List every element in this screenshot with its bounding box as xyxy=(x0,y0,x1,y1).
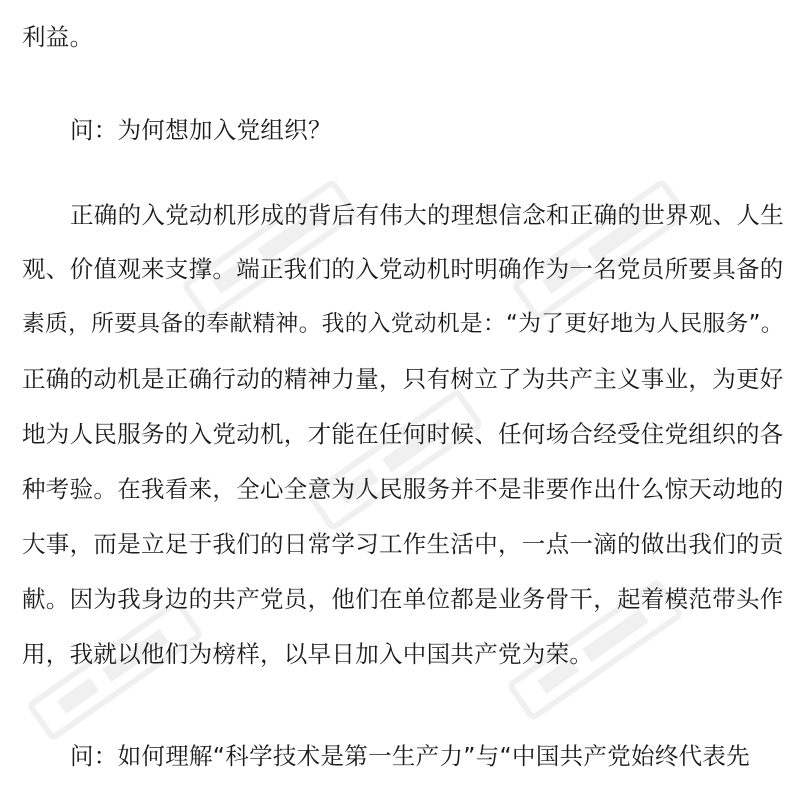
question-heading: 问：为何想加入党组织？ xyxy=(70,116,332,144)
answer-paragraph-line: 大事，而是立足于我们的日常学习工作生活中，一点一滴的做出我们的贡 xyxy=(22,530,784,558)
answer-paragraph-line: 正确的入党动机形成的背后有伟大的理想信念和正确的世界观、人生 xyxy=(70,201,784,229)
answer-paragraph-line: 种考验。在我看来，全心全意为人民服务并不是非要作出什么惊天动地的 xyxy=(22,475,784,503)
answer-paragraph-line: 正确的动机是正确行动的精神力量，只有树立了为共产主义事业，为更好 xyxy=(22,365,784,393)
answer-paragraph-line: 地为人民服务的入党动机，才能在任何时候、任何场合经受住党组织的各 xyxy=(22,420,784,448)
question-heading: 问：如何理解“科学技术是第一生产力”与“中国共产党始终代表先 xyxy=(70,742,751,770)
paragraph-tail: 利益。 xyxy=(22,23,94,51)
answer-paragraph-line: 献。因为我身边的共产党员，他们在单位都是业务骨干，起着模范带头作 xyxy=(22,585,784,613)
answer-paragraph-line: 用，我就以他们为榜样，以早日加入中国共产党为荣。 xyxy=(22,640,594,668)
answer-paragraph-line: 观、价值观来支撑。端正我们的入党动机时明确作为一名党员所要具备的 xyxy=(22,255,784,283)
watermark-logo xyxy=(294,373,496,548)
answer-paragraph-line: 素质，所要具备的奉献精神。我的入党动机是：“为了更好地为人民服务”。 xyxy=(22,311,784,337)
